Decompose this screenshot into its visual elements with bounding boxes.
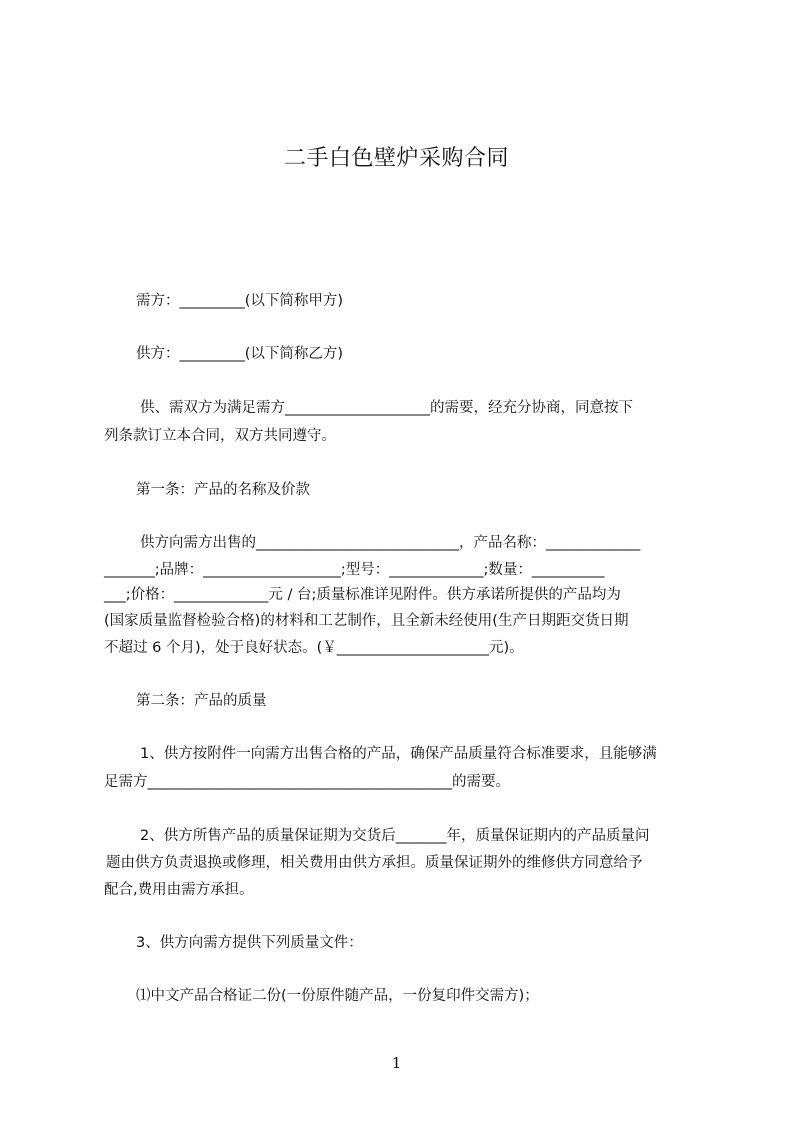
article-2-item-2-line-1: 2、供方所售产品的质量保证期为交货后_______年，质量保证期内的产品质量问 (140, 828, 650, 844)
party-b-line: 供方：_________(以下简称乙方) (136, 346, 344, 362)
article-2-heading: 第二条：产品的质量 (136, 693, 267, 709)
article-1-line-5: 不超过 6 个月)，处于良好状态。(￥_____________________元)。 (104, 640, 524, 656)
article-1-line-2: _______;品牌：___________________;型号：_____________;数量：__________ (104, 562, 605, 578)
page-number: 1 (391, 1054, 402, 1072)
article-2-item-2-line-2: 题由供方负责退换或修理，相关费用由供方承担。质量保证期外的维修供方同意给予 (106, 855, 643, 871)
article-1-heading: 第一条：产品的名称及价款 (136, 482, 310, 498)
article-1-line-4: (国家质量监督检验合格)的材料和工艺制作，且全新未经使用(生产日期距交货日期 (104, 613, 629, 629)
article-2-item-1-line-1: 1、供方按附件一向需方出售合格的产品，确保产品质量符合标准要求，且能够满 (140, 746, 657, 762)
article-2-item-3-line: 3、供方向需方提供下列质量文件： (136, 935, 363, 951)
preamble-line-2: 列条款订立本合同，双方共同遵守。 (104, 428, 336, 444)
article-1-line-1: 供方向需方出售的____________________________，产品名称：_____________ (140, 535, 641, 551)
article-1-line-3: ___;价格：_____________元 / 台;质量标准详见附件。供方承诺所提供的产品均为 (104, 587, 621, 603)
preamble-line-1: 供、需双方为满足需方____________________的需要，经充分协商，同意按下 (140, 400, 633, 416)
party-a-line: 需方：_________(以下简称甲方) (136, 293, 344, 309)
contract-title: 二手白色壁炉采购合同 (283, 146, 509, 171)
article-2-item-1-line-2: 足需方__________________________________________的需要。 (104, 774, 510, 790)
article-2-item-3-sub-1: ⑴中文产品合格证二份(一份原件随产品，一份复印件交需方)； (136, 988, 539, 1004)
article-2-item-2-line-3: 配合,费用由需方承担。 (104, 882, 254, 898)
